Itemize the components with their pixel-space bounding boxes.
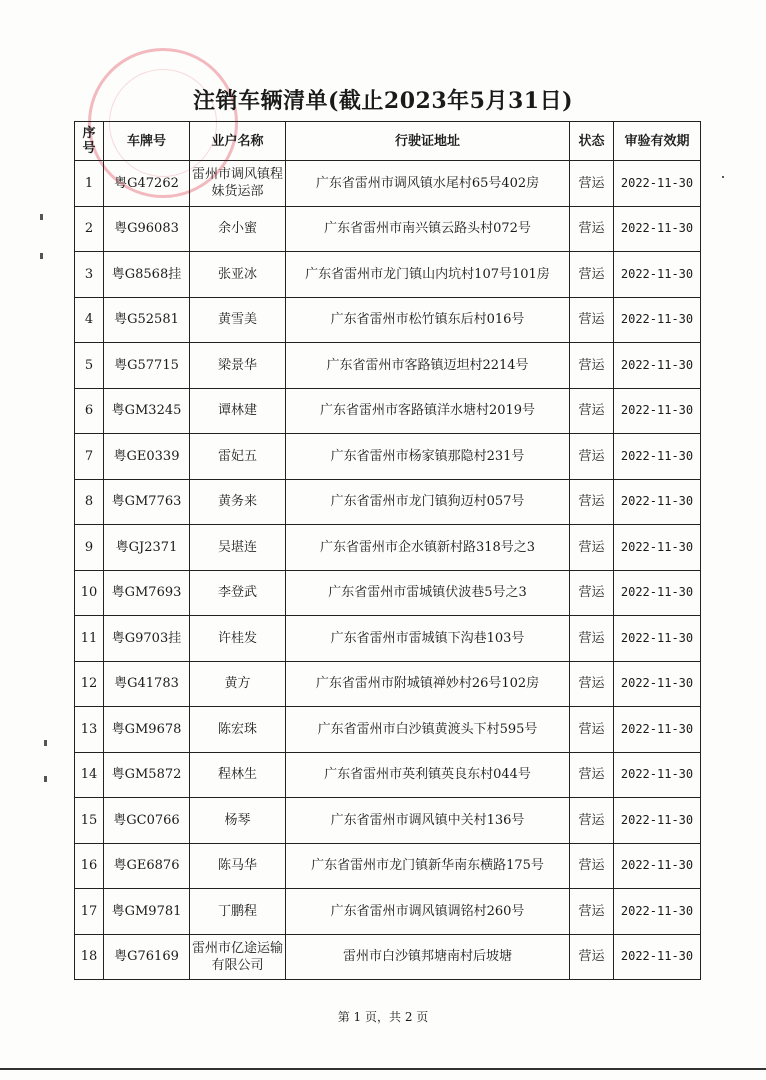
cell-address: 广东省雷州市调风镇水尾村65号402房 — [286, 161, 570, 207]
table-row — [75, 297, 701, 343]
cell-owner: 李登武 — [190, 570, 286, 616]
cell-owner: 雷州市亿途运输有限公司 — [190, 934, 286, 980]
cell-valid-until: 2022-11-30 — [614, 889, 701, 935]
cell-valid-until: 2022-11-30 — [614, 752, 701, 798]
cell-address: 广东省雷州市杨家镇那隐村231号 — [286, 434, 570, 480]
document-title: 注销车辆清单(截止2023年5月31日) — [193, 88, 573, 114]
cell-status: 营运 — [570, 570, 614, 616]
header-valid-until: 审验有效期 — [614, 122, 701, 161]
cell-valid-until: 2022-11-30 — [614, 934, 701, 980]
table-row — [75, 616, 701, 662]
cell-address: 广东省雷州市英利镇英良东村044号 — [286, 752, 570, 798]
cell-status: 营运 — [570, 752, 614, 798]
cell-index: 16 — [75, 843, 104, 889]
table-row — [75, 206, 701, 252]
cell-address: 广东省雷州市白沙镇黄渡头下村595号 — [286, 707, 570, 753]
header-address: 行驶证地址 — [286, 122, 570, 161]
cell-valid-until: 2022-11-30 — [614, 570, 701, 616]
cell-plate: 粤GE0339 — [104, 434, 190, 480]
cell-valid-until: 2022-11-30 — [614, 661, 701, 707]
cell-valid-until: 2022-11-30 — [614, 843, 701, 889]
cell-address: 广东省雷州市龙门镇狗迈村057号 — [286, 479, 570, 525]
cell-owner: 梁景华 — [190, 343, 286, 389]
cell-owner: 程林生 — [190, 752, 286, 798]
table-row — [75, 434, 701, 480]
header-index: 序 号 — [75, 122, 104, 161]
cell-owner: 雷妃五 — [190, 434, 286, 480]
scan-mark — [40, 253, 43, 259]
cell-owner: 许桂发 — [190, 616, 286, 662]
cell-index: 7 — [75, 434, 104, 480]
cell-plate: 粤GM7693 — [104, 570, 190, 616]
cell-valid-until: 2022-11-30 — [614, 343, 701, 389]
cell-plate: 粤GM5872 — [104, 752, 190, 798]
cell-status: 营运 — [570, 661, 614, 707]
cell-owner: 黄务来 — [190, 479, 286, 525]
table-row — [75, 707, 701, 753]
cell-plate: 粤GM7763 — [104, 479, 190, 525]
cell-owner: 余小蜜 — [190, 206, 286, 252]
cell-address: 广东省雷州市雷城镇伏波巷5号之3 — [286, 570, 570, 616]
cell-address: 广东省雷州市调风镇中关村136号 — [286, 798, 570, 844]
cell-address: 广东省雷州市调风镇调铭村260号 — [286, 889, 570, 935]
cell-address: 广东省雷州市附城镇禅妙村26号102房 — [286, 661, 570, 707]
cell-valid-until: 2022-11-30 — [614, 161, 701, 207]
cell-plate: 粤G47262 — [104, 161, 190, 207]
cell-status: 营运 — [570, 707, 614, 753]
table-row — [75, 843, 701, 889]
cell-address: 广东省雷州市南兴镇云路头村072号 — [286, 206, 570, 252]
cell-address: 广东省雷州市企水镇新村路318号之3 — [286, 525, 570, 571]
bottom-rule — [0, 1068, 766, 1070]
cell-index: 5 — [75, 343, 104, 389]
table-row — [75, 889, 701, 935]
cell-status: 营运 — [570, 252, 614, 298]
cell-address: 雷州市白沙镇邦塘南村后坡塘 — [286, 934, 570, 980]
cell-status: 营运 — [570, 297, 614, 343]
header-plate: 车牌号 — [104, 122, 190, 161]
cell-owner: 谭林建 — [190, 388, 286, 434]
cell-index: 12 — [75, 661, 104, 707]
cell-owner: 雷州市调风镇程妹货运部 — [190, 161, 286, 207]
cell-owner: 黄方 — [190, 661, 286, 707]
cell-index: 14 — [75, 752, 104, 798]
cell-status: 营运 — [570, 388, 614, 434]
table-row — [75, 570, 701, 616]
table-row — [75, 752, 701, 798]
cell-index: 11 — [75, 616, 104, 662]
cell-owner: 杨琴 — [190, 798, 286, 844]
cell-owner: 张亚冰 — [190, 252, 286, 298]
cell-status: 营运 — [570, 525, 614, 571]
cell-address: 广东省雷州市龙门镇新华南东横路175号 — [286, 843, 570, 889]
cell-plate: 粤GM3245 — [104, 388, 190, 434]
cell-status: 营运 — [570, 843, 614, 889]
header-status: 状态 — [570, 122, 614, 161]
cell-plate: 粤G41783 — [104, 661, 190, 707]
cell-valid-until: 2022-11-30 — [614, 707, 701, 753]
cell-plate: 粤G52581 — [104, 297, 190, 343]
cell-status: 营运 — [570, 206, 614, 252]
cell-valid-until: 2022-11-30 — [614, 388, 701, 434]
cell-index: 3 — [75, 252, 104, 298]
cell-status: 营运 — [570, 343, 614, 389]
cell-address: 广东省雷州市雷城镇下沟巷103号 — [286, 616, 570, 662]
cell-plate: 粤GE6876 — [104, 843, 190, 889]
cell-valid-until: 2022-11-30 — [614, 798, 701, 844]
cell-plate: 粤G76169 — [104, 934, 190, 980]
cell-owner: 黄雪美 — [190, 297, 286, 343]
cell-status: 营运 — [570, 479, 614, 525]
table-row — [75, 798, 701, 844]
table-header-row — [75, 122, 701, 161]
table-row — [75, 388, 701, 434]
cell-index: 15 — [75, 798, 104, 844]
cell-plate: 粤GM9678 — [104, 707, 190, 753]
cell-plate: 粤G8568挂 — [104, 252, 190, 298]
cell-plate: 粤G57715 — [104, 343, 190, 389]
cell-plate: 粤GM9781 — [104, 889, 190, 935]
table-row — [75, 252, 701, 298]
cell-valid-until: 2022-11-30 — [614, 525, 701, 571]
cell-valid-until: 2022-11-30 — [614, 479, 701, 525]
cell-status: 营运 — [570, 616, 614, 662]
table-row — [75, 479, 701, 525]
cell-index: 1 — [75, 161, 104, 207]
cell-valid-until: 2022-11-30 — [614, 434, 701, 480]
cell-index: 18 — [75, 934, 104, 980]
table-row — [75, 525, 701, 571]
cell-address: 广东省雷州市龙门镇山内坑村107号101房 — [286, 252, 570, 298]
cell-valid-until: 2022-11-30 — [614, 252, 701, 298]
cell-index: 9 — [75, 525, 104, 571]
scan-mark — [44, 776, 47, 782]
cell-status: 营运 — [570, 434, 614, 480]
cell-index: 2 — [75, 206, 104, 252]
table-row — [75, 934, 701, 980]
cell-owner: 陈宏珠 — [190, 707, 286, 753]
cell-valid-until: 2022-11-30 — [614, 297, 701, 343]
cell-plate: 粤GC0766 — [104, 798, 190, 844]
cell-index: 4 — [75, 297, 104, 343]
cell-plate: 粤G96083 — [104, 206, 190, 252]
table-row — [75, 161, 701, 207]
cell-index: 13 — [75, 707, 104, 753]
cell-address: 广东省雷州市客路镇迈坦村2214号 — [286, 343, 570, 389]
cell-plate: 粤GJ2371 — [104, 525, 190, 571]
scan-mark — [722, 176, 724, 178]
table-row — [75, 343, 701, 389]
cell-plate: 粤G9703挂 — [104, 616, 190, 662]
scan-mark — [44, 740, 47, 746]
cell-owner: 陈马华 — [190, 843, 286, 889]
cell-index: 8 — [75, 479, 104, 525]
cell-valid-until: 2022-11-30 — [614, 206, 701, 252]
cell-index: 10 — [75, 570, 104, 616]
cell-owner: 吴堪连 — [190, 525, 286, 571]
cell-status: 营运 — [570, 798, 614, 844]
cell-address: 广东省雷州市松竹镇东后村016号 — [286, 297, 570, 343]
table-row — [75, 661, 701, 707]
cell-status: 营运 — [570, 889, 614, 935]
vehicle-table — [74, 121, 701, 980]
cell-index: 6 — [75, 388, 104, 434]
cell-status: 营运 — [570, 161, 614, 207]
page-footer: 第 1 页，共 2 页 — [337, 1010, 429, 1024]
scan-mark — [40, 214, 43, 220]
cell-index: 17 — [75, 889, 104, 935]
header-owner: 业户名称 — [190, 122, 286, 161]
cell-owner: 丁鹏程 — [190, 889, 286, 935]
cell-valid-until: 2022-11-30 — [614, 616, 701, 662]
cell-status: 营运 — [570, 934, 614, 980]
cell-address: 广东省雷州市客路镇洋水塘村2019号 — [286, 388, 570, 434]
